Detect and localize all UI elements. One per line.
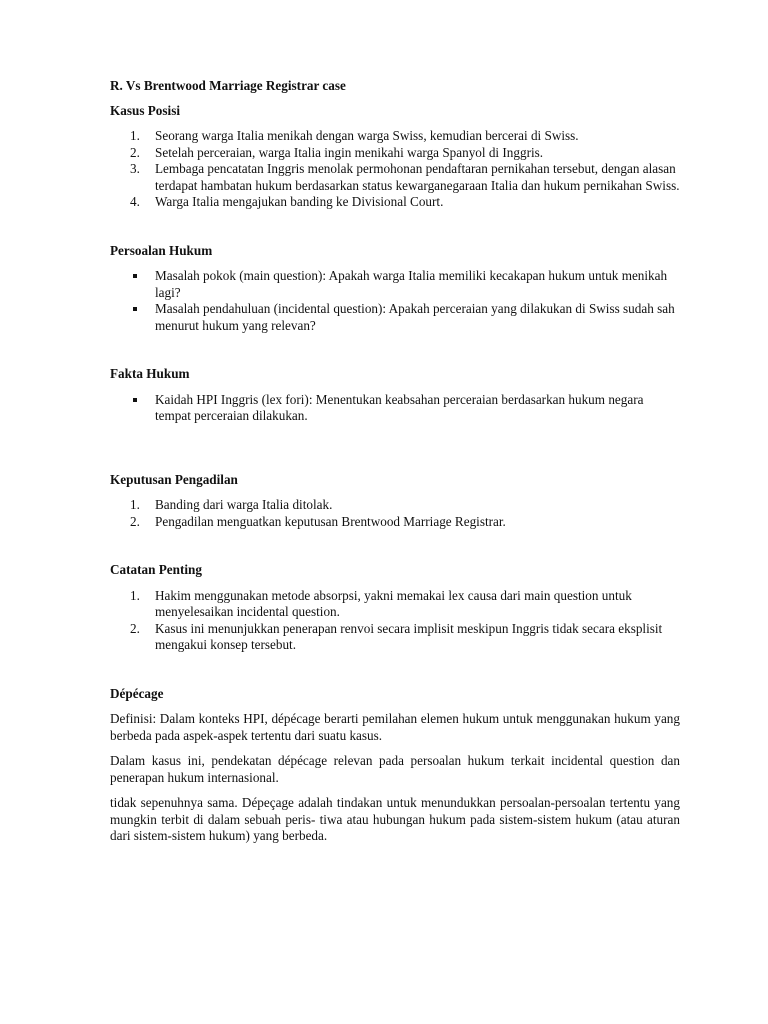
list-item — [110, 268, 680, 301]
list-item-text: Masalah pokok (main question): Apakah warga Italia memiliki kecakapan hukum untuk menikah lagi? — [155, 268, 668, 300]
paragraph: Definisi: Dalam konteks HPI, dépécage berarti pemilahan elemen hukum untuk menggunakan hukum yang berbeda pada aspek-aspek tertentu dari suatu kasus. — [110, 711, 680, 743]
square-bullet-icon — [133, 398, 137, 402]
list-fakta-hukum — [110, 392, 680, 425]
spacer — [110, 457, 680, 472]
list-item — [110, 514, 680, 531]
paragraph: Dalam kasus ini, pendekatan dépécage relevan pada persoalan hukum terkait incidental question dan penerapan hukum internasional. — [110, 753, 680, 785]
spacer — [110, 425, 680, 457]
list-item-text: Warga Italia mengajukan banding ke Divisional Court. — [155, 194, 444, 209]
heading-keputusan-pengadilan: Keputusan Pengadilan — [110, 471, 238, 487]
heading-fakta-hukum: Fakta Hukum — [110, 366, 190, 381]
list-item — [110, 301, 680, 334]
list-item-text: Hakim menggunakan metode absorpsi, yakni memakai lex causa dari main question untuk menyelesaikan incidental question. — [155, 587, 632, 619]
list-number: 1. — [130, 497, 140, 512]
list-number: 2. — [130, 513, 140, 529]
list-item — [110, 588, 680, 621]
list-item-text: Seorang warga Italia menikah dengan warga Swiss, kemudian bercerai di Swiss. — [155, 128, 579, 143]
square-bullet-icon — [133, 274, 137, 278]
list-item — [110, 194, 680, 211]
list-item-text: Setelah perceraian, warga Italia ingin menikahi warga Spanyol di Inggris. — [155, 144, 544, 160]
paragraph: tidak sepenuhnya sama. Dépeçage adalah tindakan untuk menundukkan persoalan-persoalan tertentu yang mungkin terbit di dalam sebuah peris- tiwa atau hubungan hukum pada sistem-sistem hukum (atau aturan dari sistem-sistem hukum) yang berbeda. — [110, 795, 680, 843]
spacer — [110, 654, 680, 686]
heading-depecage: Dépécage — [110, 685, 164, 701]
list-persoalan-hukum — [110, 268, 680, 334]
spacer — [110, 334, 680, 366]
list-number: 1. — [130, 128, 140, 143]
heading-catatan-penting: Catatan Penting — [110, 562, 202, 577]
list-number: 3. — [130, 161, 140, 176]
heading-kasus-posisi: Kasus Posisi — [110, 102, 180, 118]
list-item — [110, 161, 680, 194]
square-bullet-icon — [133, 307, 137, 311]
list-item — [110, 392, 680, 425]
spacer — [110, 530, 680, 562]
list-catatan — [110, 588, 680, 654]
list-kasus-posisi — [110, 128, 680, 211]
heading-persoalan-hukum: Persoalan Hukum — [110, 242, 213, 258]
list-item-text: Pengadilan menguatkan keputusan Brentwood Marriage Registrar. — [155, 513, 506, 529]
list-number: 2. — [130, 144, 140, 160]
list-item — [110, 497, 680, 514]
list-item-text: Lembaga pencatatan Inggris menolak permohonan pendaftaran pernikahan tersebut, dengan alasan terdapat hambatan hukum berdasarkan status kewarganegaraan Italia dan hukum pernikahan Swiss. — [155, 161, 680, 193]
list-number: 1. — [130, 587, 140, 603]
list-item — [110, 621, 680, 654]
list-item — [110, 128, 680, 145]
list-number: 4. — [130, 194, 140, 209]
list-item-text: Masalah pendahuluan (incidental question): Apakah perceraian yang dilakukan di Swiss sudah sah menurut hukum yang relevan? — [155, 301, 675, 333]
list-keputusan — [110, 497, 680, 530]
list-item-text: Kaidah HPI Inggris (lex fori): Menentukan keabsahan perceraian berdasarkan hukum negara tempat perceraian dilakukan. — [155, 391, 644, 423]
list-item-text: Kasus ini menunjukkan penerapan renvoi secara implisit meskipun Inggris tidak secara eksplisit mengakui konsep tersebut. — [155, 620, 663, 652]
list-item — [110, 145, 680, 162]
spacer — [110, 211, 680, 243]
list-number: 2. — [130, 620, 140, 636]
document-title: R. Vs Brentwood Marriage Registrar case — [110, 78, 346, 93]
list-item-text: Banding dari warga Italia ditolak. — [155, 497, 333, 512]
